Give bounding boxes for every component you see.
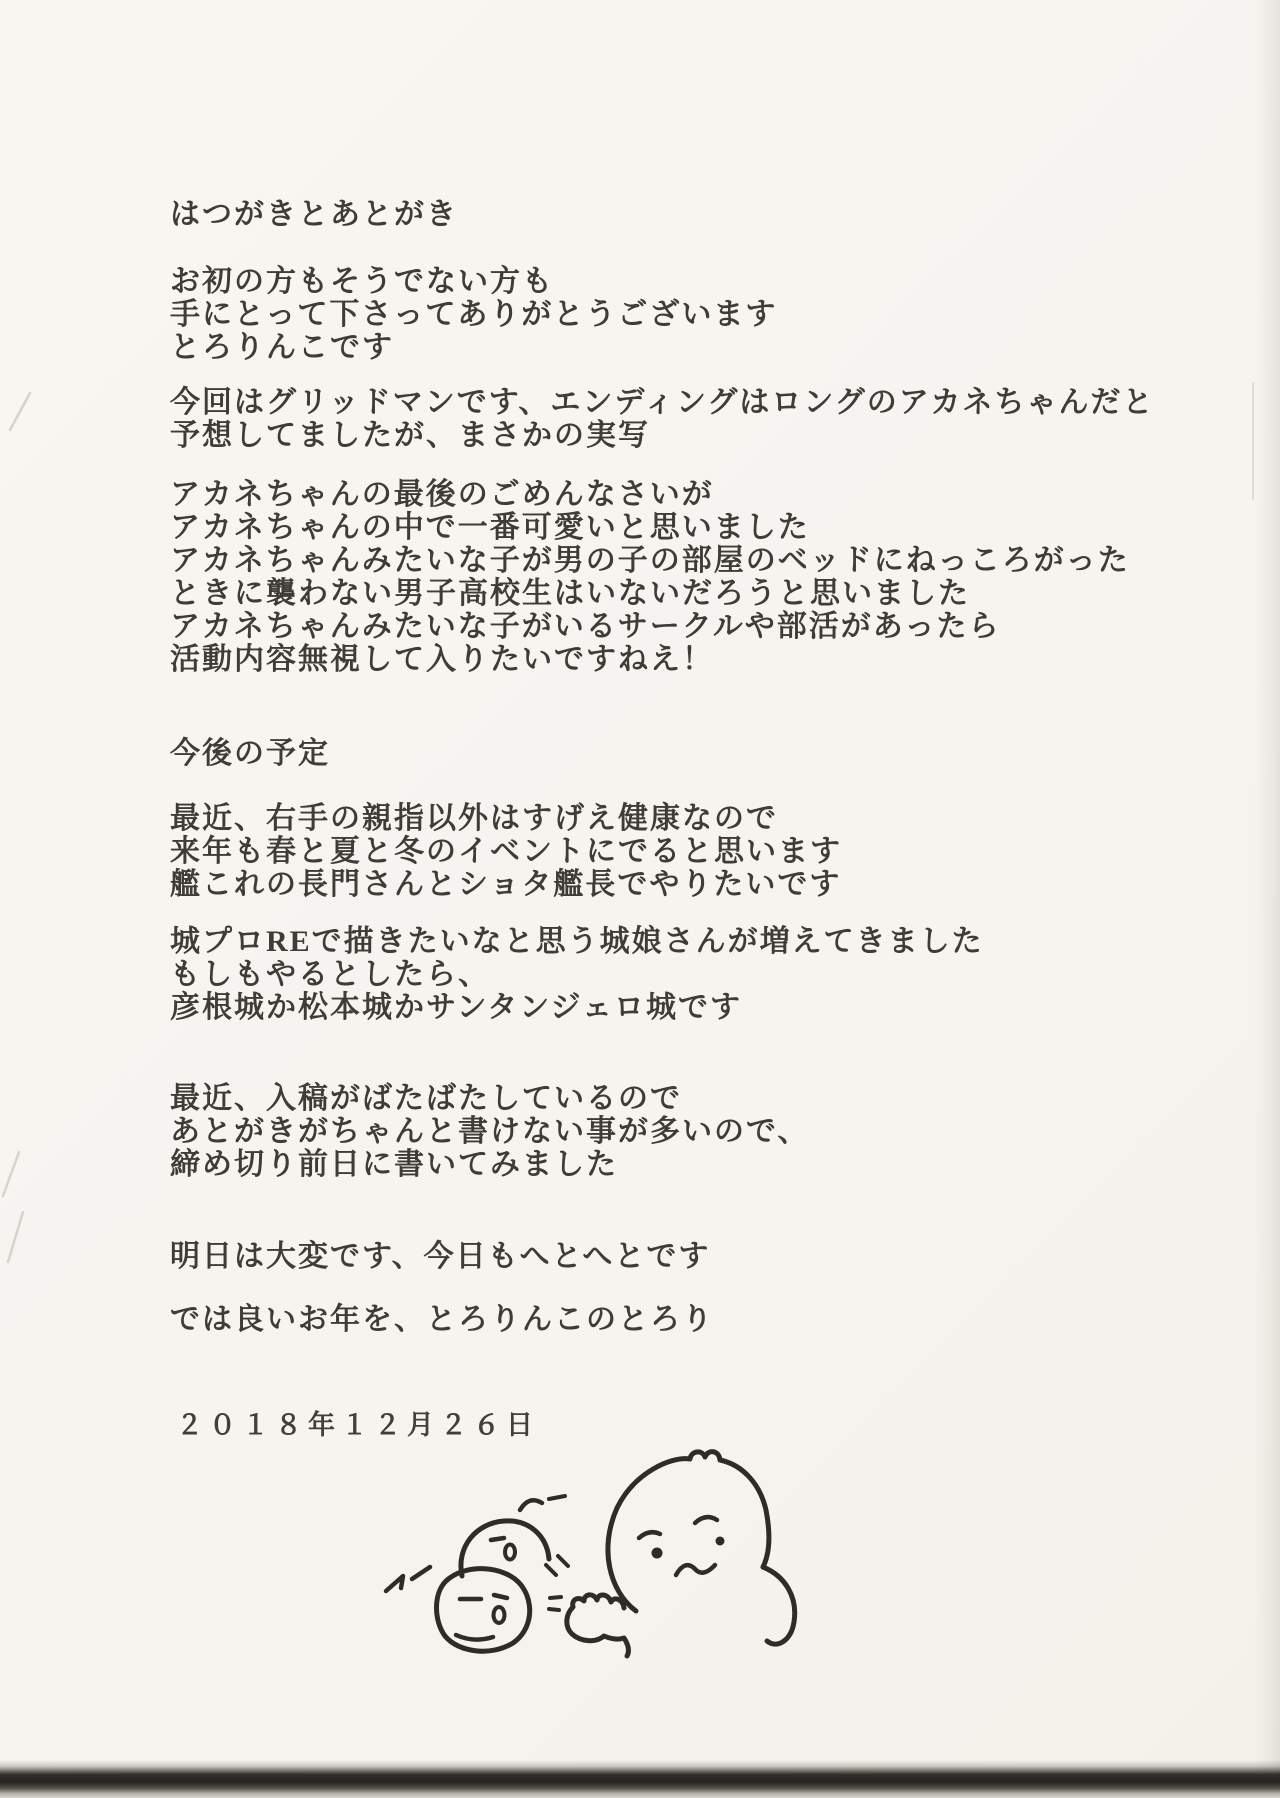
text-line: ときに襲わない男子高校生はいないだろうと思いました [170,577,970,610]
page-right-edge-shadow [1254,0,1280,1798]
afterword-heading [170,198,458,231]
text-line: 来年も春と夏と冬のイベントにでると思います [170,835,842,868]
text-line: アカネちゃんみたいな子がいるサークルや部活があったら [170,610,1001,643]
motion-marks-top [520,1496,565,1510]
gridman-paragraph [170,386,1155,452]
small-blob-front [437,1569,530,1652]
scan-bottom-edge [0,1760,1280,1798]
text-line: はつがきとあとがき [170,198,458,231]
events-paragraph [170,802,842,901]
crying-blobs-doodle [368,1448,848,1668]
text-line: 明日は大変です、今日もへとへとです [170,1240,711,1273]
big-blob-creature [567,1452,795,1656]
text-line: あとがきがちゃんと書けない事が多いので、 [170,1115,810,1148]
tomorrow-paragraph [170,1240,710,1273]
castles-paragraph [170,925,984,1024]
text-line: アカネちゃんの中で一番可愛いと思いました [170,511,810,544]
motion-marks-left [386,1567,430,1591]
page-edge-line [1252,382,1254,500]
text-line: お初の方もそうでない方も [170,265,554,298]
text-line: アカネちゃんの最後のごめんなさいが [170,478,714,511]
deadline-paragraph [170,1082,809,1181]
text-line: 彦根城か松本城かサンタンジェロ城です [170,991,742,1024]
text-line: とろりんこです [170,331,394,364]
text-line: 艦これの長門さんとショタ艦長でやりたいです [170,868,842,901]
text-line: 手にとって下さってありがとうございます [170,298,778,331]
text-line: では良いお年を、とろりんこのとろり [170,1303,714,1336]
date-line: ２０１８年１２月２６日 [176,1410,539,1440]
text-line: 予想してましたが、まさかの実写 [170,419,650,452]
text-line: 城プロREで描きたいなと思う城娘さんが増えてきました [170,925,984,958]
text-line: 最近、右手の親指以外はすげえ健康なので [170,802,778,835]
future-plans-heading [170,737,330,770]
text-line: アカネちゃんみたいな子が男の子の部屋のベッドにねっころがった [170,544,1130,577]
akane-paragraph [170,478,1130,676]
farewell-paragraph [170,1303,714,1336]
text-line: もしもやるとしたら、 [170,958,490,991]
greeting-paragraph [170,265,777,364]
text-line: 今後の予定 [170,737,330,770]
text-line: 今回はグリッドマンです、エンディングはロングのアカネちゃんだと [170,386,1155,419]
text-line: 最近、入稿がばたばたしているので [170,1082,682,1115]
text-line: 締め切り前日に書いてみました [170,1148,618,1181]
text-line: 活動内容無視して入りたいですねえ！ [170,643,714,676]
motion-marks-middle [546,1556,568,1610]
